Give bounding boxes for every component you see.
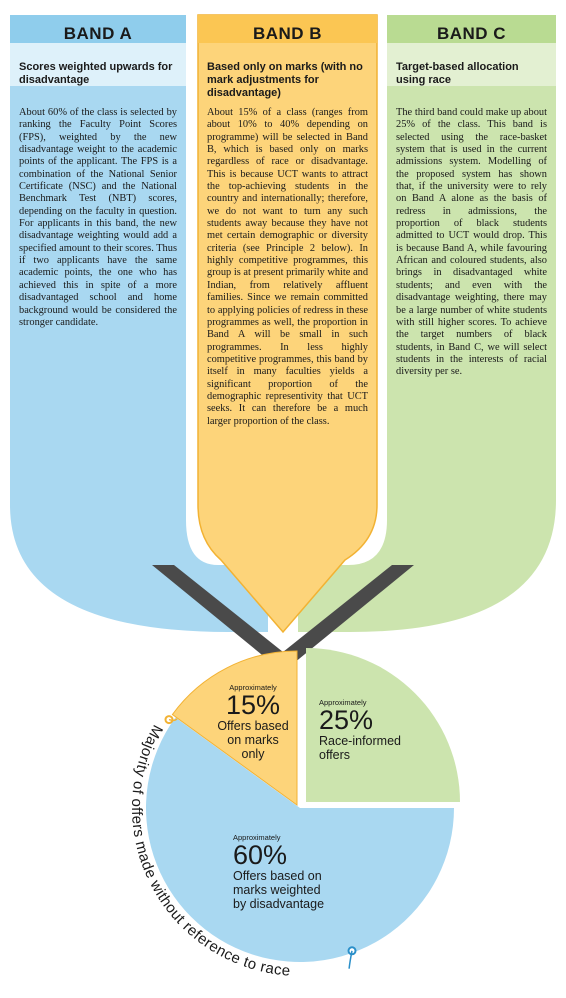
slice-60-line-3: by disadvantage bbox=[233, 897, 325, 911]
slice-15-prefix: Approximately bbox=[229, 683, 277, 692]
slice-60-prefix: Approximately bbox=[233, 833, 281, 842]
slice-25-label bbox=[319, 698, 459, 762]
band-a-subtitle: Scores weighted upwards for disadvantage bbox=[19, 61, 173, 86]
slice-25-prefix: Approximately bbox=[319, 698, 367, 707]
band-c-subtitle: Target-based allocation using race bbox=[396, 61, 519, 86]
band-a-panel bbox=[10, 15, 186, 385]
slice-15-line-2: on marks bbox=[227, 733, 279, 747]
slice-60-label bbox=[233, 833, 393, 911]
slice-25-line-1: Race-informed bbox=[319, 734, 401, 748]
band-a-body: About 60% of the class is selected by ranking the Faculty Point Scores (FPS), weighted by the new disadvantage weight to the academic points of the applicant. The FPS is a combination of the National Senior Certificate (NSC) and the National Benchmark Test (NBT) scores, depending on the faculty in question. For applicants in this band, the new disadvantage weighting would add a specified amount to their scores. Thus if two applicants have the same academic points, the one who has achieved this in spite of a more disadvantaged school and home background would be considered the stronger candidate. bbox=[19, 107, 177, 328]
band-c-body: The third band could make up about 25% of the class. This band is selected using the race-basket system that is used in the current admissions system. Modelling of the proposed system has shown that, if the university were to rely on Band A alone as the basis of redress in admissions, the proportion of black students admitted to UCT would drop. This is because Band A, while favouring African and coloured students, also brings in disadvantaged white students; and even with the disadvantage weighting, there may be a large number of white students with still higher scores. To achieve the target numbers of black students, in Band C, we will select students in the interests of racial diversity per se. bbox=[396, 107, 547, 378]
band-a-title: BAND A bbox=[63, 24, 133, 43]
band-b-panel bbox=[198, 15, 377, 515]
slice-15-label bbox=[203, 683, 303, 761]
slice-60-line-1: Offers based on bbox=[233, 869, 322, 883]
slice-15-line-1: Offers based bbox=[217, 719, 289, 733]
slice-60-line-2: marks weighted bbox=[233, 883, 321, 897]
annotation-curved-text: Majority of offers made without reference to race bbox=[127, 722, 292, 980]
slice-25-percent: 25% bbox=[319, 705, 374, 735]
band-b-subtitle: Based only on marks (with no mark adjustments for disadvantage) bbox=[207, 61, 363, 99]
slice-15-percent: 15% bbox=[225, 690, 281, 720]
band-c-panel bbox=[387, 15, 556, 415]
band-c-title: BAND C bbox=[436, 24, 507, 43]
slice-60-percent: 60% bbox=[233, 840, 288, 870]
band-b-title: BAND B bbox=[252, 24, 323, 43]
slice-15-line-3: only bbox=[241, 747, 265, 761]
band-b-body: About 15% of a class (ranges from about 10% to 40% depending on programme) will be selected in Band B, which is based only on marks regardless of race or disadvantage. This is because UCT wants to attract the top-achieving students in the country and internationally; therefore, we do not want to turn any such students away because they have not met certain demographic or diversity criteria (see Principle 2 below). In highly competitive programmes, this group is at present primarily white and Indian, from relatively affluent families. Since we remain committed to applying policies of redress in these programmes as well, the proportion in Band A will be small in such programmes. In less highly competitive programmes, this band by itself in many faculties yields a significant proportion of the demographic representivity that UCT seeks. It can therefore be a much larger proportion of the class. bbox=[207, 107, 369, 427]
slice-25-line-2: offers bbox=[319, 748, 351, 762]
pie-chart bbox=[146, 648, 460, 962]
